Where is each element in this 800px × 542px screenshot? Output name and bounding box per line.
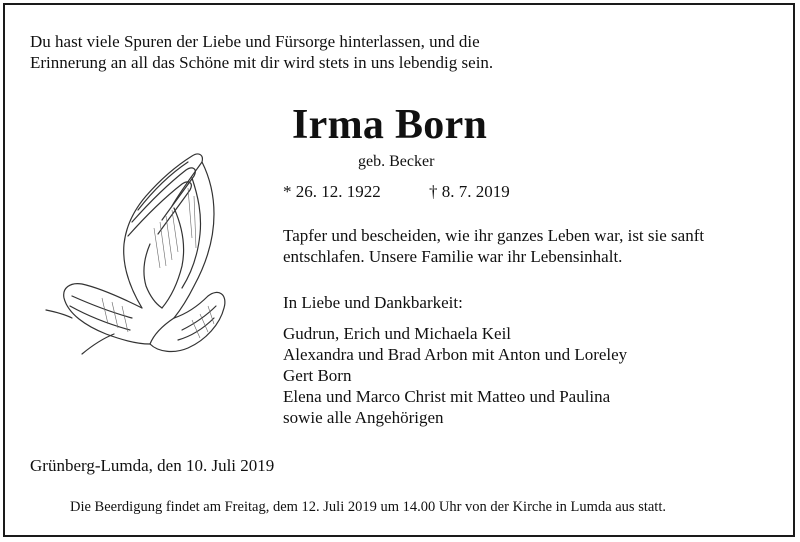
birth-date: * 26. 12. 1922 — [283, 182, 381, 201]
list-item: sowie alle Angehörigen — [283, 408, 444, 427]
list-item: Gudrun, Erich und Michaela Keil — [283, 324, 512, 343]
quote-line: Erinnerung an all das Schöne mit dir wird stets in uns lebendig sein. — [30, 53, 494, 72]
tribute-line: Tapfer und bescheiden, wie ihr ganzes Leben war, ist sie sanft — [283, 226, 705, 245]
list-item: Gert Born — [283, 366, 352, 385]
tribute-line: entschlafen. Unsere Familie war ihr Lebensinhalt. — [283, 247, 623, 266]
mourners-intro: In Liebe und Dankbarkeit: — [283, 293, 463, 312]
birth-name: geb. Becker — [358, 153, 435, 170]
list-item: Alexandra und Brad Arbon mit Anton und Loreley — [283, 345, 628, 364]
funeral-notice: Die Beerdigung findet am Freitag, dem 12. Juli 2019 um 14.00 Uhr von der Kirche in Lumda aus statt. — [70, 499, 666, 515]
memorial-quote — [30, 31, 493, 73]
death-date: † 8. 7. 2019 — [429, 182, 510, 201]
praying-hands-icon — [42, 148, 232, 360]
place-and-date: Grünberg-Lumda, den 10. Juli 2019 — [30, 456, 275, 475]
tribute-text — [283, 225, 704, 267]
deceased-name: Irma Born — [292, 102, 488, 148]
list-item: Elena und Marco Christ mit Matteo und Paulina — [283, 387, 611, 406]
quote-line: Du hast viele Spuren der Liebe und Fürsorge hinterlassen, und die — [30, 32, 480, 51]
mourners-list — [283, 323, 627, 428]
